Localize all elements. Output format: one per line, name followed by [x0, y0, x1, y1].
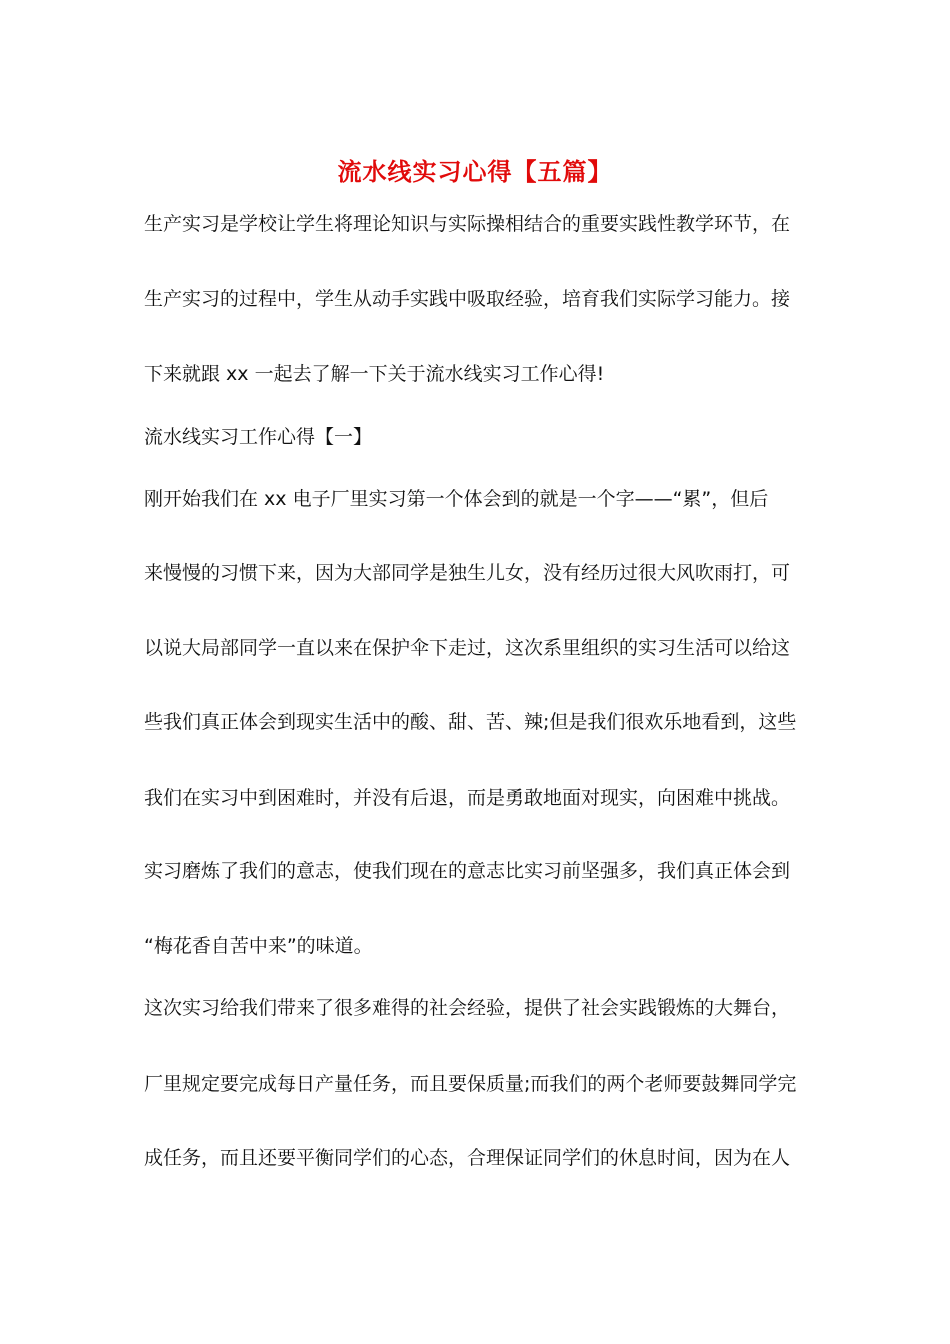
section-heading: 流水线实习工作心得【一】 — [144, 426, 373, 448]
document-title: 流水线实习心得【五篇】 — [337, 157, 613, 186]
paragraph-line: 以说大局部同学一直以来在保护伞下走过，这次系里组织的实习生活可以给这 — [144, 637, 791, 659]
paragraph-line: 刚开始我们在 xx 电子厂里实习第一个体会到的就是一个字——“累”，但后 — [144, 488, 769, 510]
paragraph-line: 下来就跟 xx 一起去了解一下关于流水线实习工作心得! — [144, 363, 605, 385]
paragraph-line: 来慢慢的习惯下来，因为大部同学是独生儿女，没有经历过很大风吹雨打，可 — [144, 562, 791, 584]
paragraph-line: “梅花香自苦中来”的味道。 — [144, 935, 373, 957]
paragraph-line: 些我们真正体会到现实生活中的酸、甜、苦、辣;但是我们很欢乐地看到，这些 — [144, 711, 797, 733]
paragraph-line: 成任务，而且还要平衡同学们的心态，合理保证同学们的休息时间，因为在人 — [144, 1147, 791, 1169]
paragraph-line: 实习磨炼了我们的意志，使我们现在的意志比实习前坚强多，我们真正体会到 — [144, 860, 791, 882]
paragraph-line: 厂里规定要完成每日产量任务，而且要保质量;而我们的两个老师要鼓舞同学完 — [144, 1073, 797, 1095]
paragraph-line: 我们在实习中到困难时，并没有后退，而是勇敢地面对现实，向困难中挑战。 — [144, 787, 791, 809]
paragraph-line: 生产实习的过程中，学生从动手实践中吸取经验，培育我们实际学习能力。接 — [144, 288, 791, 310]
paragraph-line: 生产实习是学校让学生将理论知识与实际操相结合的重要实践性教学环节，在 — [144, 213, 791, 235]
paragraph-line: 这次实习给我们带来了很多难得的社会经验，提供了社会实践锻炼的大舞台， — [144, 997, 791, 1019]
